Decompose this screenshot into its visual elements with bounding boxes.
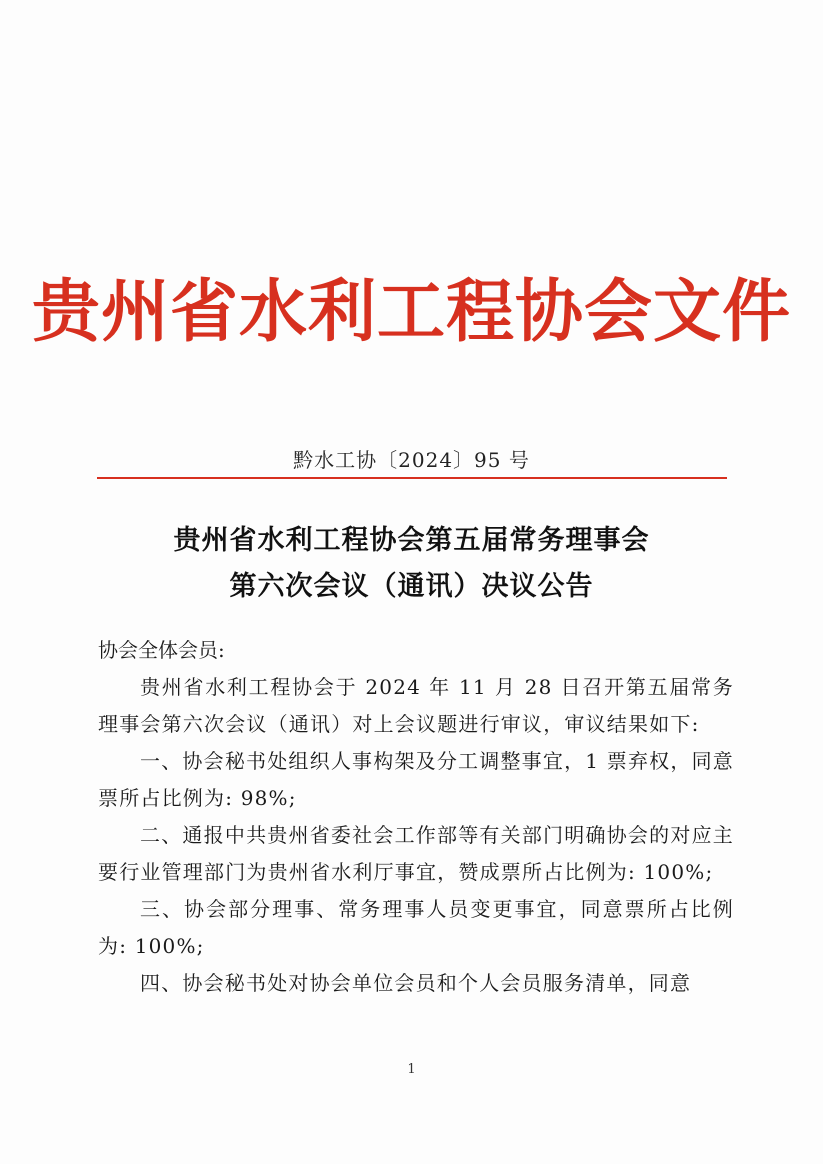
red-divider-line xyxy=(97,477,727,479)
document-header-title: 贵州省水利工程协会文件 xyxy=(31,272,791,352)
salutation: 协会全体会员: xyxy=(98,638,225,662)
announcement-title xyxy=(0,518,823,610)
paragraph-item-4: 四、协会秘书处对协会单位会员和个人会员服务清单，同意 xyxy=(140,971,692,995)
document-number: 黔水工协〔2024〕95 号 xyxy=(293,448,530,472)
announcement-title-line-2: 第六次会议（通讯）决议公告 xyxy=(229,571,594,602)
paragraph-intro: 贵州省水利工程协会于 2024 年 11 月 28 日召开第五届常务理事会第六次会议（通讯）对上会议题进行审议，审议结果如下: xyxy=(98,675,734,736)
paragraph-item-2: 二、通报中共贵州省委社会工作部等有关部门明确协会的对应主要行业管理部门为贵州省水利厅事宜，赞成票所占比例为: 100%; xyxy=(98,823,734,884)
announcement-body xyxy=(98,632,734,1002)
paragraph-item-3: 三、协会部分理事、常务理事人员变更事宜，同意票所占比例为: 100%; xyxy=(98,897,734,958)
paragraph-item-1: 一、协会秘书处组织人事构架及分工调整事宜，1 票弃权，同意票所占比例为: 98%; xyxy=(98,749,734,810)
announcement-title-line-1: 贵州省水利工程协会第五届常务理事会 xyxy=(173,525,650,556)
page-number: 1 xyxy=(407,1062,416,1077)
